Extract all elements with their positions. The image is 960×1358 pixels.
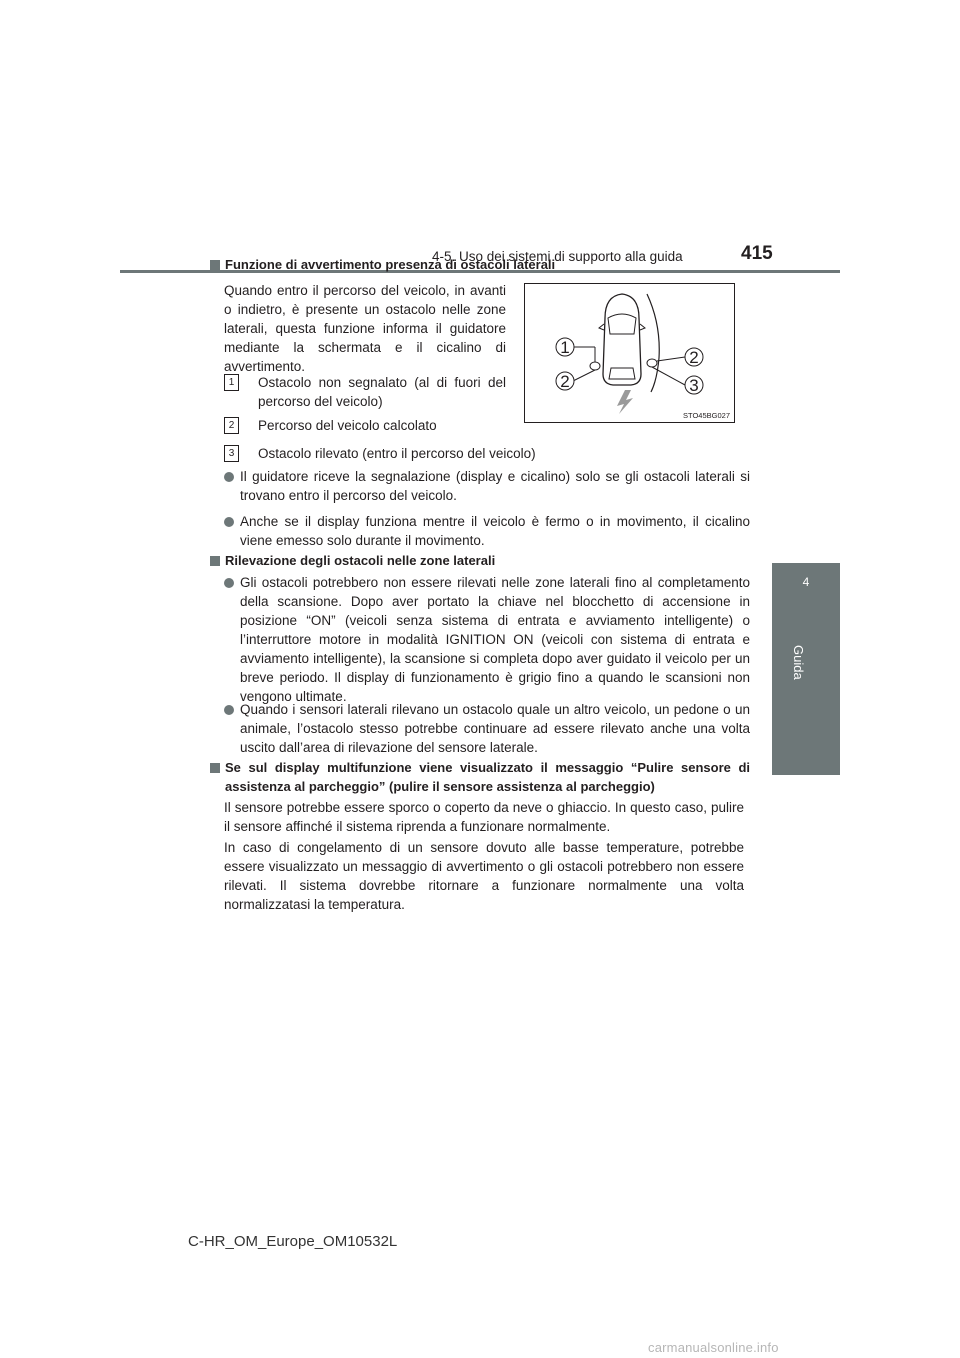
intro-paragraph: Quando entro il percorso del veicolo, in avanti o indietro, è presente un ostacolo nelle zone laterali, questa funzione informa il guidatore mediante la schermata e il cicalino di avvertimento. bbox=[224, 283, 506, 374]
heading-text: Funzione di avvertimento presenza di ostacoli laterali bbox=[225, 257, 556, 272]
callout-number: 2 bbox=[224, 417, 239, 434]
diagram-marker: 1 bbox=[560, 338, 570, 357]
bullet-text: Quando i sensori laterali rilevano un ostacolo quale un altro veicolo, un pedone o un animale, l’ostacolo stesso potrebbe continuare ad essere rilevato anche una volta uscito dall’area di rilevazione del sensore laterale. bbox=[240, 702, 750, 755]
bullet-item bbox=[224, 512, 750, 550]
chapter-side-tab bbox=[772, 563, 840, 775]
callout-number: 1 bbox=[224, 374, 239, 391]
figure-code: STO45BG027 bbox=[683, 411, 730, 420]
bullet-item bbox=[224, 467, 750, 505]
diagram-marker: 2 bbox=[560, 372, 570, 391]
bullet-text: Anche se il display funziona mentre il veicolo è fermo o in movimento, il cicalino viene emesso solo durante il movimento. bbox=[240, 514, 750, 548]
heading-text: Se sul display multifunzione viene visualizzato il messaggio “Pulire sensore di assistenza al parcheggio” (pulire il sensore assistenza al parcheggio) bbox=[225, 760, 750, 794]
bullet-item bbox=[224, 573, 750, 706]
page-number: 415 bbox=[741, 243, 773, 264]
chapter-label: Guida bbox=[791, 645, 806, 680]
diagram-marker: 3 bbox=[689, 376, 699, 395]
heading-text: Rilevazione degli ostacoli nelle zone laterali bbox=[225, 553, 496, 568]
watermark: carmanualsonline.info bbox=[648, 1340, 779, 1355]
callout-item bbox=[224, 416, 506, 435]
bullet-item bbox=[224, 700, 750, 757]
chapter-number: 4 bbox=[802, 575, 810, 589]
callout-text: Ostacolo rilevato (entro il percorso del veicolo) bbox=[258, 446, 536, 461]
paragraph: In caso di congelamento di un sensore dovuto alle basse temperature, potrebbe essere visualizzato un messaggio di avvertimento o gli ostacoli potrebbero non essere rilevati. Il sistema dovrebbe ritornare a funzionare normalmente una volta normalizzatasi la temperatura. bbox=[224, 840, 744, 912]
section-heading bbox=[210, 758, 750, 796]
callout-item bbox=[224, 444, 624, 463]
callout-number: 3 bbox=[224, 445, 239, 462]
diagram-marker: 2 bbox=[689, 348, 699, 367]
document-code: C-HR_OM_Europe_OM10532L bbox=[188, 1233, 398, 1250]
section-header: 4-5. Uso dei sistemi di supporto alla guida bbox=[432, 249, 683, 264]
bullet-text: Il guidatore riceve la segnalazione (display e cicalino) solo se gli ostacoli laterali si trovano entro il percorso del veicolo. bbox=[240, 469, 750, 503]
callout-text: Percorso del veicolo calcolato bbox=[258, 418, 437, 433]
bullet-text: Gli ostacoli potrebbero non essere rilevati nelle zone laterali fino al completamento della scansione. Dopo aver portato la chiave nel blocchetto di accensione in posizione “ON” (veicoli senza sistema di entrata e avviamento intelligente) o l’interruttore motore in modalità IGNITION ON (veicoli con sistema di entrata e avviamento intelligente), la scansione si completa dopo aver guidato il veicolo per un breve periodo. Il display di funzionamento è grigio fino a quando le scansioni non vengono ultimate. bbox=[240, 575, 750, 704]
section-heading bbox=[210, 255, 750, 274]
vehicle-diagram-illustration bbox=[525, 284, 734, 422]
vehicle-diagram bbox=[524, 283, 735, 423]
callout-text: Ostacolo non segnalato (al di fuori del percorso del veicolo) bbox=[258, 375, 506, 409]
paragraph: Il sensore potrebbe essere sporco o coperto da neve o ghiaccio. In questo caso, pulire il sensore affinché il sistema riprenda a funzionare normalmente. bbox=[224, 800, 744, 834]
section-heading bbox=[210, 551, 750, 570]
callout-item bbox=[224, 373, 506, 411]
